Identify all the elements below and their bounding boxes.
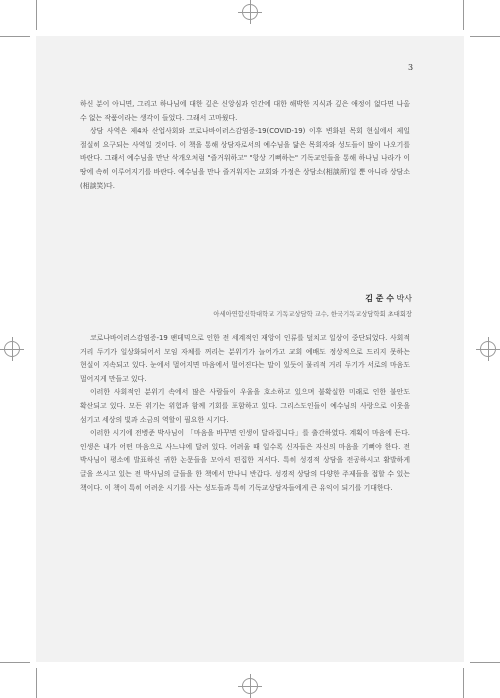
paragraph: 이러한 사회적인 분위기 속에서 많은 사람들이 우울을 호소하고 있으며 불확실한 미래로 인한 불안도 확산되고 있다. 모든 위기는 위험과 함께 기회를 포함하고 있다. 그리스도인들이 예수님의 사랑으로 이웃을 섬기고 세상의 빛과 소금의 역할이 필요한 시기다. (80, 388, 410, 424)
bottom-text-block (80, 332, 410, 495)
author-title: 박사 (396, 294, 412, 303)
registration-mark-right (480, 341, 496, 357)
page-number: 3 (408, 63, 414, 72)
crop-mark-br-h (470, 662, 500, 663)
paragraph: 하신 분이 아니면, 그리고 하나님에 대한 깊은 신앙심과 인간에 대한 해박한 지식과 깊은 애정이 없다면 나올 수 없는 작품이라는 생각이 들었다. 그래서 고마웠다. (80, 100, 410, 122)
paragraph: 상담 사역은 제4차 산업사회와 코로나바이러스감염증-19(COVID-19) 이후 변화된 목회 현실에서 제일 절실히 요구되는 사역일 것이다. 이 책을 통해 상담자로서의 예수님을 닮은 목회자와 성도들이 많이 나오기를 바란다. 그래서 예수님을 만난 삭개오처럼 "즐거워하고" "항상 기뻐하는" 기독교인들을 통해 하나님 나라가 이 땅에 속히 이루어지기를 바란다. 예수님을 만나 즐거워지는 교회와 가정은 상담소(相談所)일 뿐 아니라 상담소(相談笑)다. (80, 127, 410, 190)
paragraph: 코로나바이러스감염증-19 팬데믹으로 인한 전 세계적인 재앙이 인류를 덮치고 일상이 중단되었다. 사회적 거리 두기가 일상화되어서 모임 자체를 꺼리는 분위기가 늘어가고 교회 예배도 정상적으로 드리지 못하는 현실이 지속되고 있다. 눈에서 멀어지면 마음에서 멀어진다는 말이 있듯이 물리적 거리 두기가 서로의 마음도 멀어지게 만들고 있다. (80, 334, 410, 383)
crop-mark-tr-h (470, 36, 500, 37)
registration-mark-bottom (242, 678, 258, 694)
top-text-block (80, 98, 410, 193)
crop-mark-tl-h (0, 36, 30, 37)
author-signature (365, 293, 412, 304)
crop-mark-bl-v (36, 668, 37, 698)
registration-mark-top (242, 4, 258, 20)
registration-mark-left (4, 341, 20, 357)
paragraph: 이러한 시기에 전병준 박사님이 「마음을 바꾸면 인생이 달라집니다」를 출간하였다. 계획이 마음에 든다. 인생은 내가 어떤 마음으로 사느냐에 달려 있다. 어려울 때 일수록 신자들은 자신의 마음을 기뻐야 한다. 전 박사님이 평소에 발표하신 귀한 논문들을 모아서 편집한 저서다. 특히 성경적 상담을 전공하시고 활발하게 글을 쓰시고 있는 전 박사님의 글들을 한 책에서 만나니 반갑다. 성경적 상담의 다양한 주제들을 접할 수 있는 책이다. 이 책이 특히 어려운 시기를 사는 성도들과 특히 기독교상담자들에게 큰 유익이 되기를 기대한다. (80, 429, 410, 492)
author-name: 김 준 수 (365, 294, 394, 303)
author-affiliation: 아세아연합신학대학교 기독교상담학 교수, 한국기독교상담학회 초대회장 (213, 311, 412, 318)
crop-mark-br-v (463, 668, 464, 698)
crop-mark-bl-h (0, 662, 30, 663)
crop-mark-tr-v (463, 0, 464, 30)
crop-mark-tl-v (36, 0, 37, 30)
